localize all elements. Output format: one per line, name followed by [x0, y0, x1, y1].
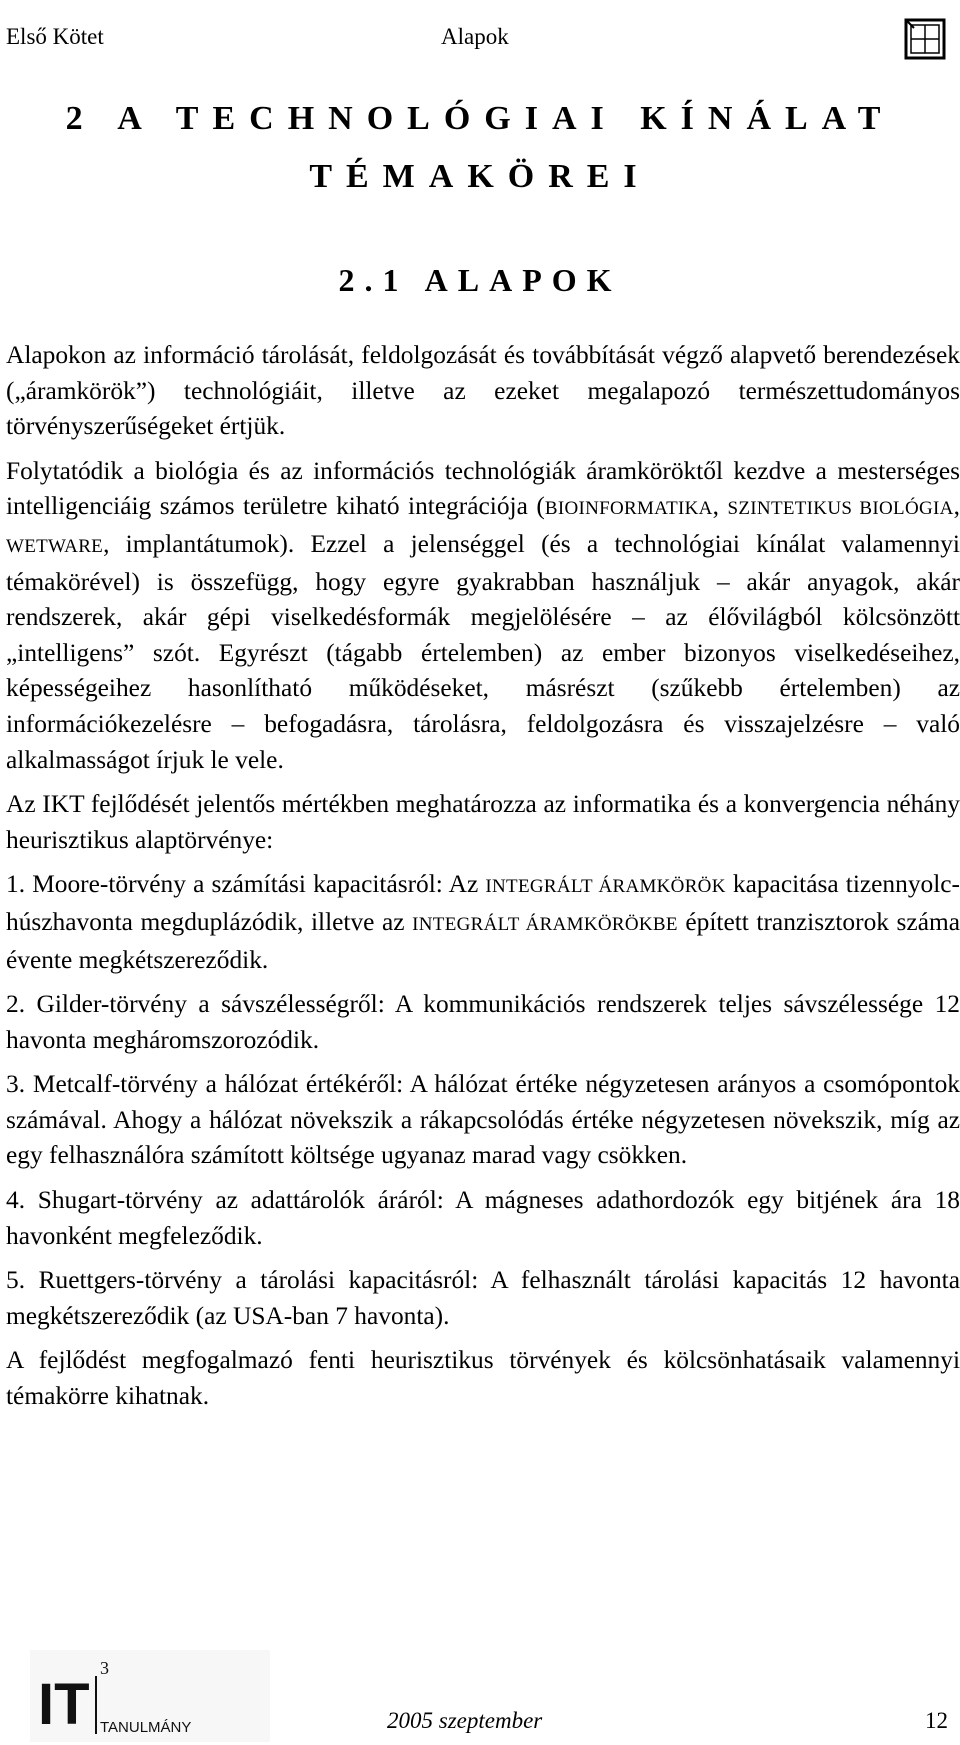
separator-1: , [712, 492, 728, 521]
law-moore-text-c: épített tranzisztorok száma évente megkétszereződik. [6, 907, 960, 974]
it3-tanulmany-logo [30, 1650, 270, 1742]
header-section: Alapok [441, 24, 509, 49]
logo-main-text: IT [38, 1672, 90, 1737]
term-integralt-aramkorok: INTEGRÁLT ÁRAMKÖRÖK [485, 876, 726, 898]
law-gilder: 2. Gilder-törvény a sávszélességről: A kommunikációs rendszerek teljes sávszélessége 12 havonta megháromszorozódik. [6, 990, 960, 1054]
term-bioinformatika: BIOINFORMATIKA [544, 498, 713, 520]
term-wetware: WETWARE [6, 535, 104, 557]
logo-sub-text: TANULMÁNY [100, 1719, 192, 1736]
page-footer [0, 1640, 960, 1745]
paragraph-closing: A fejlődést megfogalmazó fenti heurisztikus törvények és kölcsönhatásaik valamennyi témakörre kihatnak. [6, 1346, 960, 1411]
separator-2: , [953, 492, 960, 521]
law-metcalf: 3. Metcalf-törvény a hálózat értékéről: A hálózat értéke négyzetesen arányos a csomópontok számával. Ahogy a hálózat növekszik a rákapcsolódás értéke négyzetesen növekszik, míg az egy felhasználóra számított költsége ugyanaz marad vagy csökken. [6, 1070, 960, 1170]
logo-sup-text: 3 [100, 1658, 109, 1678]
window-logo-icon [904, 18, 946, 60]
law-ruettgers: 5. Ruettgers-törvény a tárolási kapacitásról: A felhasznált tárolási kapacitás 12 havonta megkétszereződik (az USA-ban 7 havonta). [6, 1266, 960, 1330]
paragraph-ikt: Az IKT fejlődését jelentős mértékben meghatározza az informatika és a konvergencia néhány heurisztikus alaptörvénye: [6, 790, 960, 854]
section-title: 2.1 ALAPOK [338, 262, 622, 298]
law-shugart: 4. Shugart-törvény az adattárolók áráról: A mágneses adathordozók egy bitjének ára 18 havonként megfeleződik. [6, 1186, 960, 1250]
chapter-title-line1: 2 A TECHNOLÓGIAI KÍNÁLAT [65, 100, 895, 137]
term-szintetikus-biologia: SZINTETIKUS BIOLÓGIA [727, 498, 954, 520]
paragraph-intro: Alapokon az információ tárolását, feldolgozását és továbbítását végző alapvető berendezések („áramkörök”) technológiáit, illetve az ezeket megalapozó természettudományos törvényszerűségeket értjük. [6, 341, 960, 441]
chapter-title-line2: TÉMAKÖREI [309, 158, 651, 195]
law-moore-text-a: 1. Moore-törvény a számítási kapacitásról: Az [6, 870, 486, 899]
body-text [6, 338, 960, 1424]
paragraph-biology-text-a: Folytatódik a biológia és az információs technológiák áramköröktől kezdve a mesterséges intelligenciáig számos területre kiható integrációja ( [6, 456, 960, 521]
paragraph-biology [6, 454, 960, 778]
term-integralt-aramkorokbe: INTEGRÁLT ÁRAMKÖRÖKBE [412, 913, 678, 935]
page-header [6, 18, 946, 58]
header-volume: Első Kötet [6, 24, 104, 49]
footer-date: 2005 szeptember [387, 1708, 543, 1733]
law-moore [6, 867, 960, 978]
paragraph-biology-text-b: , implantátumok). Ezzel a jelenséggel (és a technológiai kínálat valamennyi témakörével) is összefügg, hogy egyre gyakrabban használjuk – akár anyagok, akár rendszerek, akár gépi viselkedésformák megjelölésére – az élővilágból kölcsönzött „intelligens” szót. Egyrészt (tágabb értelemben) az ember bizonyos viselkedéseihez, képességeihez hasonlítható működéseket, másrészt (szűkebb értelemben) az információkezelésre – befogadásra, tárolásra, feldolgozásra és visszajelzésre – való alkalmasságot írjuk le vele. [6, 529, 960, 774]
page-number: 12 [925, 1708, 948, 1733]
law-moore-text-b: kapacitása tizennyolc-húszhavonta megduplázódik, illetve az [6, 870, 960, 936]
